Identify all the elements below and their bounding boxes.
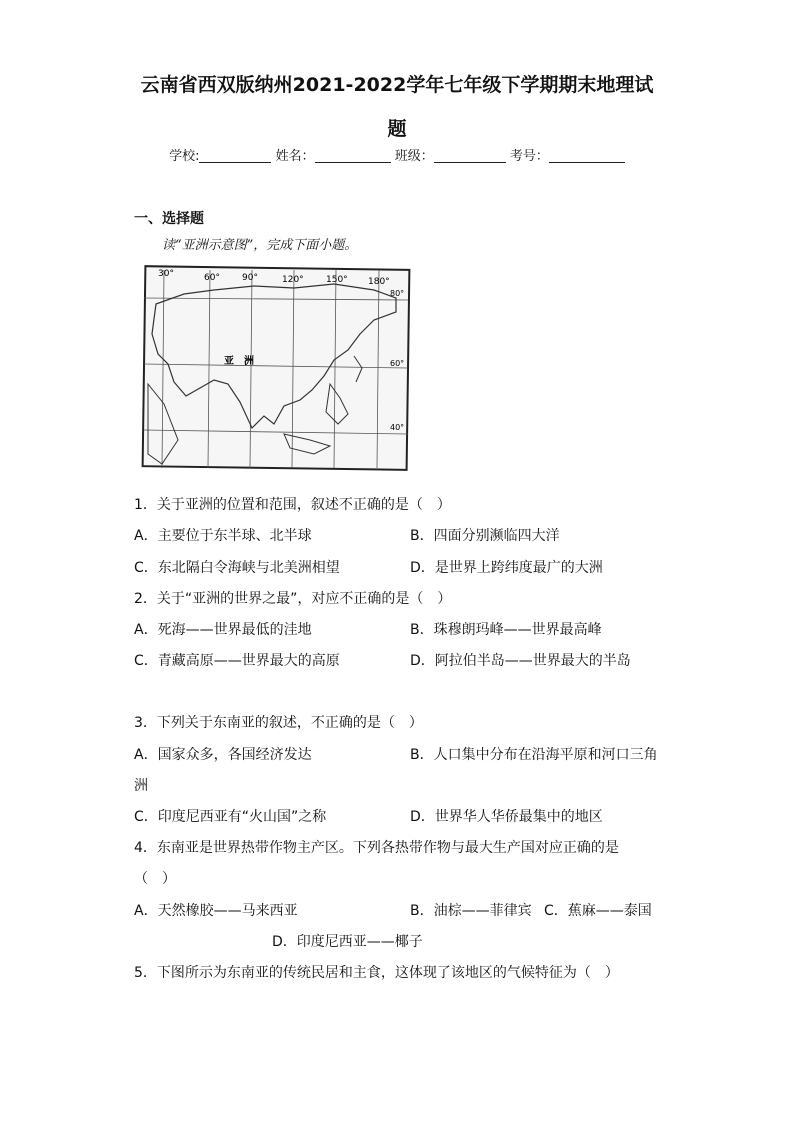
q2-option-d[interactable]: D．阿拉伯半岛——世界最大的半岛 <box>410 653 631 669</box>
asia-map <box>134 264 414 474</box>
q2-option-a[interactable]: A．死海——世界最低的洼地 <box>134 622 312 638</box>
lon-label-150: 150° <box>326 275 348 285</box>
q4-option-b[interactable]: B．油棕——菲律宾 <box>410 903 532 919</box>
school-label: 学校: <box>169 149 200 164</box>
q3-option-d[interactable]: D．世界华人华侨最集中的地区 <box>410 809 603 825</box>
exam-title-line1: 云南省西双版纳州2021-2022学年七年级下学期期末地理试 <box>140 74 654 96</box>
school-blank[interactable] <box>199 150 271 163</box>
number-label: 考号： <box>509 149 549 164</box>
section-intro: 读“亚洲示意图”，完成下面小题。 <box>162 238 358 253</box>
lon-label-120: 120° <box>282 275 304 285</box>
lat-label-80: 80° <box>390 289 405 298</box>
question-5-stem: 5．下图所示为东南亚的传统民居和主食，这体现了该地区的气候特征为（ ） <box>134 965 619 981</box>
q1-option-c[interactable]: C．东北隔白令海峡与北美洲相望 <box>134 560 340 576</box>
q4-option-a[interactable]: A．天然橡胶——马来西亚 <box>134 903 298 919</box>
class-label: 班级： <box>394 149 434 164</box>
q3-option-b-wrap: 洲 <box>134 778 148 794</box>
question-1-stem: 1．关于亚洲的位置和范围，叙述不正确的是（ ） <box>134 497 451 513</box>
section-title: 一、选择题 <box>134 211 204 227</box>
q1-option-a[interactable]: A．主要位于东半球、北半球 <box>134 528 312 544</box>
question-2-stem: 2．关于“亚洲的世界之最”，对应不正确的是（ ） <box>134 591 452 607</box>
q3-option-b[interactable]: B．人口集中分布在沿海平原和河口三角 <box>410 747 658 763</box>
student-info-row <box>0 145 794 164</box>
number-blank[interactable] <box>549 150 625 163</box>
name-blank[interactable] <box>315 150 391 163</box>
lat-label-40: 40° <box>390 423 405 432</box>
lon-label-30: 30° <box>158 269 174 279</box>
q3-option-a[interactable]: A．国家众多，各国经济发达 <box>134 747 312 763</box>
q2-option-b[interactable]: B．珠穆朗玛峰——世界最高峰 <box>410 622 602 638</box>
class-blank[interactable] <box>434 150 506 163</box>
lon-label-90: 90° <box>242 273 258 283</box>
q1-option-b[interactable]: B．四面分别濒临四大洋 <box>410 528 560 544</box>
exam-title-line2: 题 <box>387 118 407 140</box>
q4-option-d[interactable]: D．印度尼西亚——椰子 <box>272 934 423 950</box>
lon-label-180: 180° <box>368 277 390 287</box>
q3-option-c[interactable]: C．印度尼西亚有“火山国”之称 <box>134 809 327 825</box>
lon-label-60: 60° <box>204 273 220 283</box>
question-4-stem: 4．东南亚是世界热带作物主产区。下列各热带作物与最大生产国对应正确的是 <box>134 840 619 856</box>
q2-option-c[interactable]: C．青藏高原——世界最大的高原 <box>134 653 340 669</box>
name-label: 姓名： <box>275 149 315 164</box>
question-3-stem: 3．下列关于东南亚的叙述，不正确的是（ ） <box>134 715 423 731</box>
lat-label-60: 60° <box>390 359 405 368</box>
q1-option-d[interactable]: D．是世界上跨纬度最广的大洲 <box>410 560 603 576</box>
asia-region-label: 亚 洲 <box>224 356 254 367</box>
question-4-stem-cont: （ ） <box>134 871 176 887</box>
q4-option-c[interactable]: C．蕉麻——泰国 <box>544 903 652 919</box>
